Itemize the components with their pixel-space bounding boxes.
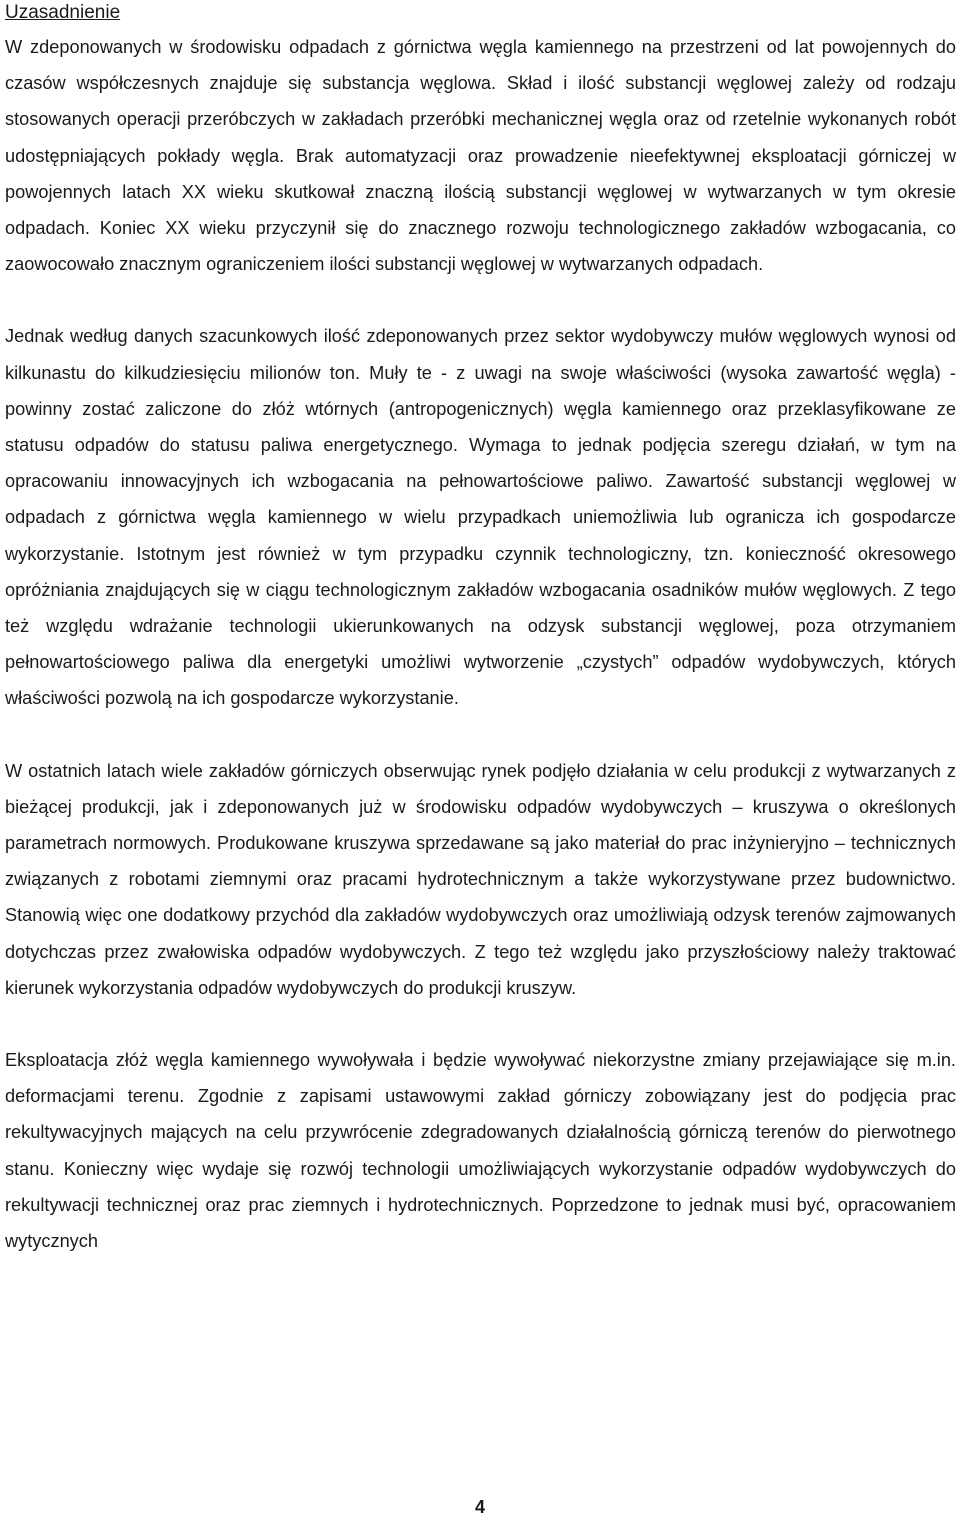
- section-heading: Uzasadnienie: [5, 2, 121, 23]
- paragraph-3: W ostatnich latach wiele zakładów górniczych obserwując rynek podjęło działania w celu produkcji z wytwarzanych z bieżącej produkcji, jak i zdeponowanych już w środowisku odpadów wydobywczych – kruszywa o określonych parametrach normowych. Produkowane kruszywa sprzedawane są jako materiał do prac inżynieryjno – technicznych związanych z robotami ziemnymi oraz pracami hydrotechnicznym a także wykorzystywane przez budownictwo. Stanowią więc one dodatkowy przychód dla zakładów wydobywczych oraz umożliwiają odzysk terenów zajmowanych dotychczas przez zwałowiska odpadów wydobywczych. Z tego też względu jako przyszłościowy należy traktować kierunek wykorzystania odpadów wydobywczych do produkcji kruszyw.: [5, 760, 956, 998]
- paragraph-2: Jednak według danych szacunkowych ilość zdeponowanych przez sektor wydobywczy mułów węglowych wynosi od kilkunastu do kilkudziesięciu milionów ton. Muły te - z uwagi na swoje właściwości (wysoka zawartość węgla) - powinny zostać zaliczone do złóż wtórnych (antropogenicznych) węgla kamiennego oraz przeklasyfikowane ze statusu odpadów do statusu paliwa energetycznego. Wymaga to jednak podjęcia szeregu działań, w tym na opracowaniu innowacyjnych ich wzbogacania na pełnowartościowe paliwo. Zawartość substancji węglowej w odpadach z górnictwa węgla kamiennego w wielu przypadkach uniemożliwia lub ogranicza ich gospodarcze wykorzystanie. Istotnym jest również w tym przypadku czynnik technologiczny, tzn. konieczność okresowego opróżniania znajdujących się w ciągu technologicznym zakładów wzbogacania osadników mułów węglowych. Z tego też względu wdrażanie technologii ukierunkowanych na odzysk substancji węglowej, poza otrzymaniem pełnowartościowego paliwa dla energetyki umożliwi wytworzenie „czystych” odpadów wydobywczych, których właściwości pozwolą na ich gospodarcze wykorzystanie.: [5, 326, 956, 709]
- paragraph-4: Eksploatacja złóż węgla kamiennego wywoływała i będzie wywoływać niekorzystne zmiany przejawiające się m.in. deformacjami terenu. Zgodnie z zapisami ustawowymi zakład górniczy zobowiązany jest do podjęcia prac rekultywacyjnych mających na celu przywrócenie zdegradowanych działalnością górniczą terenów do pierwotnego stanu. Konieczny więc wydaje się rozwój technologii umożliwiających wykorzystanie odpadów wydobywczych do rekultywacji technicznej oraz prac ziemnych i hydrotechnicznych. Poprzedzone to jednak musi być, opracowaniem wytycznych: [5, 1050, 956, 1252]
- paragraph-1: W zdeponowanych w środowisku odpadach z górnictwa węgla kamiennego na przestrzeni od lat powojennych do czasów współczesnych znajduje się substancja węglowa. Skład i ilość substancji węglowej zależy od rodzaju stosowanych operacji przeróbczych w zakładach przeróbki mechanicznej węgla oraz od rzetelnie wykonanych robót udostępniających pokłady węgla. Brak automatyzacji oraz prowadzenie nieefektywnej eksploatacji górniczej w powojennych latach XX wieku skutkował znaczną ilością substancji węglowej w wytwarzanych w tym okresie odpadach. Koniec XX wieku przyczynił się do znacznego rozwoju technologicznego zakładów wzbogacania, co zaowocowało znacznym ograniczeniem ilości substancji węglowej w wytwarzanych odpadach.: [5, 37, 956, 275]
- document-page: [5, 0, 956, 1259]
- page-number: 4: [474, 1497, 485, 1517]
